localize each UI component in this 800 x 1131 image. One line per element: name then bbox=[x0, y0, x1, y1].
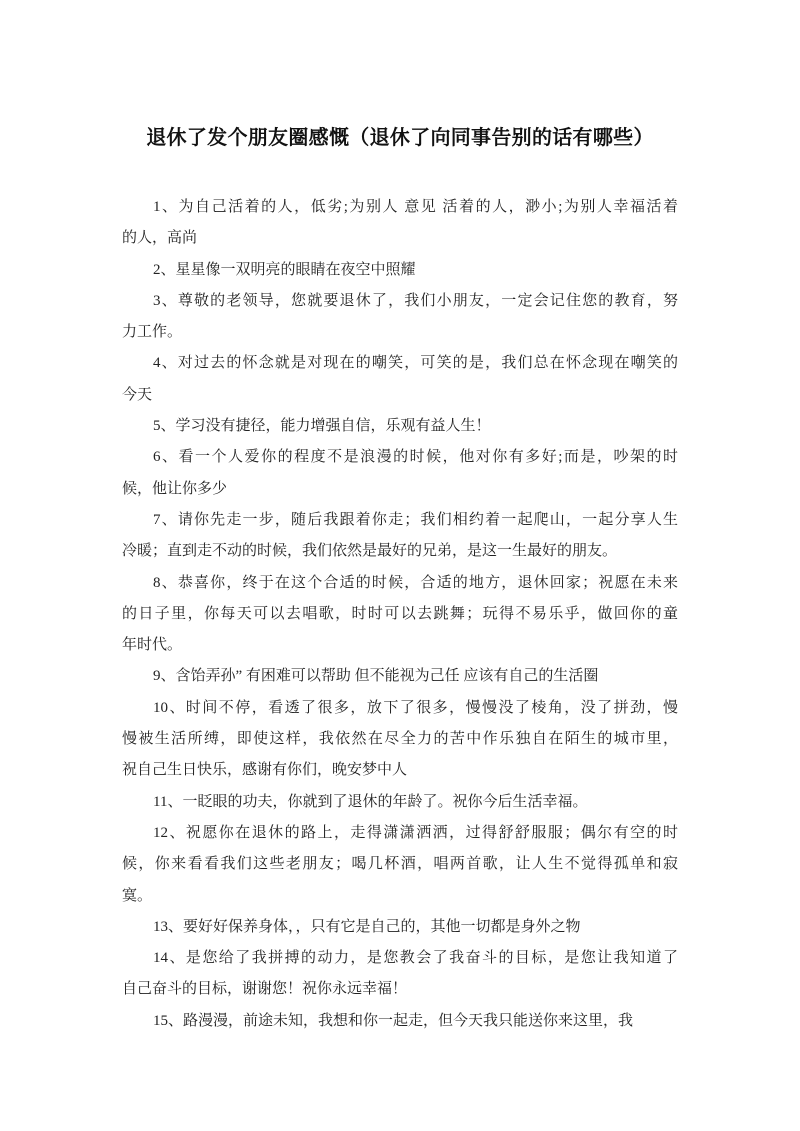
text-line: 10、时间不停，看透了很多，放下了很多，慢慢没了棱角，没了拼劲，慢 bbox=[153, 699, 678, 716]
text-line: 7、请你先走一步，随后我跟着你走；我们相约着一起爬山，一起分享人生 bbox=[153, 511, 678, 528]
paragraph bbox=[122, 661, 678, 692]
text-line: 13、要好好保养身体，，只有它是自己的，其他一切都是身外之物 bbox=[153, 918, 581, 935]
text-line: 慢被生活所缚，即使这样，我依然在尽全力的苦中作乐独自在陌生的城市里， bbox=[122, 731, 678, 748]
paragraph bbox=[122, 411, 678, 442]
paragraph bbox=[122, 693, 678, 787]
text-line: 15、路漫漫，前途未知，我想和你一起走，但今天我只能送你来这里，我 bbox=[153, 1012, 634, 1029]
paragraph bbox=[122, 912, 678, 943]
text-line: 的人，高尚 bbox=[122, 230, 198, 247]
text-line: 今天 bbox=[122, 386, 153, 403]
text-line: 候，他让你多少 bbox=[122, 480, 228, 497]
text-line: 6、看一个人爱你的程度不是浪漫的时候，他对你有多好;而是，吵架的时 bbox=[153, 449, 678, 466]
text-line: 年时代。 bbox=[122, 637, 183, 654]
paragraph bbox=[122, 943, 678, 1006]
paragraph bbox=[122, 192, 678, 255]
paragraph bbox=[122, 442, 678, 505]
paragraph bbox=[122, 255, 678, 286]
paragraph bbox=[122, 787, 678, 818]
text-line: 9、含饴弄孙” 有困难可以帮助 但不能视为己任 应该有自己的生活圈 bbox=[153, 668, 599, 685]
document-title: 退休了发个朋友圈感慨（退休了向同事告别的话有哪些） bbox=[146, 127, 654, 149]
paragraph bbox=[122, 348, 678, 411]
text-line: 5、学习没有捷径，能力增强自信，乐观有益人生！ bbox=[153, 418, 491, 435]
text-line: 力工作。 bbox=[122, 324, 183, 341]
text-line: 3、尊敬的老领导，您就要退休了，我们小朋友，一定会记住您的教育，努 bbox=[153, 292, 678, 309]
text-line: 14、是您给了我拼搏的动力，是您教会了我奋斗的目标，是您让我知道了 bbox=[153, 950, 678, 967]
paragraph bbox=[122, 1006, 678, 1037]
text-line: 自己奋斗的目标，谢谢您！祝你永远幸福！ bbox=[122, 981, 408, 998]
text-line: 11、一眨眼的功夫，你就到了退休的年龄了。祝你今后生活幸福。 bbox=[153, 793, 588, 810]
text-line: 的日子里，你每天可以去唱歌，时时可以去跳舞；玩得不易乐乎，做回你的童 bbox=[122, 605, 678, 622]
text-line: 祝自己生日快乐，感谢有你们，晚安梦中人 bbox=[122, 762, 408, 779]
document-body bbox=[122, 192, 678, 1037]
paragraph bbox=[122, 818, 678, 912]
text-line: 12、祝愿你在退休的路上，走得潇潇洒洒，过得舒舒服服；偶尔有空的时 bbox=[153, 824, 678, 841]
text-line: 4、对过去的怀念就是对现在的嘲笑，可笑的是，我们总在怀念现在嘲笑的 bbox=[153, 355, 678, 372]
text-line: 2、星星像一双明亮的眼睛在夜空中照耀 bbox=[153, 261, 416, 278]
paragraph bbox=[122, 286, 678, 349]
text-line: 寞。 bbox=[122, 887, 153, 904]
text-line: 候，你来看看我们这些老朋友；喝几杯酒，唱两首歌，让人生不觉得孤单和寂 bbox=[122, 856, 678, 873]
paragraph bbox=[122, 505, 678, 568]
text-line: 冷暖；直到走不动的时候，我们依然是最好的兄弟，是这一生最好的朋友。 bbox=[122, 543, 618, 560]
text-line: 8、恭喜你，终于在这个合适的时候，合适的地方，退休回家；祝愿在未来 bbox=[153, 574, 678, 591]
text-line: 1、为自己活着的人，低劣;为别人 意见 活着的人，渺小;为别人幸福活着 bbox=[153, 199, 678, 215]
paragraph bbox=[122, 568, 678, 662]
